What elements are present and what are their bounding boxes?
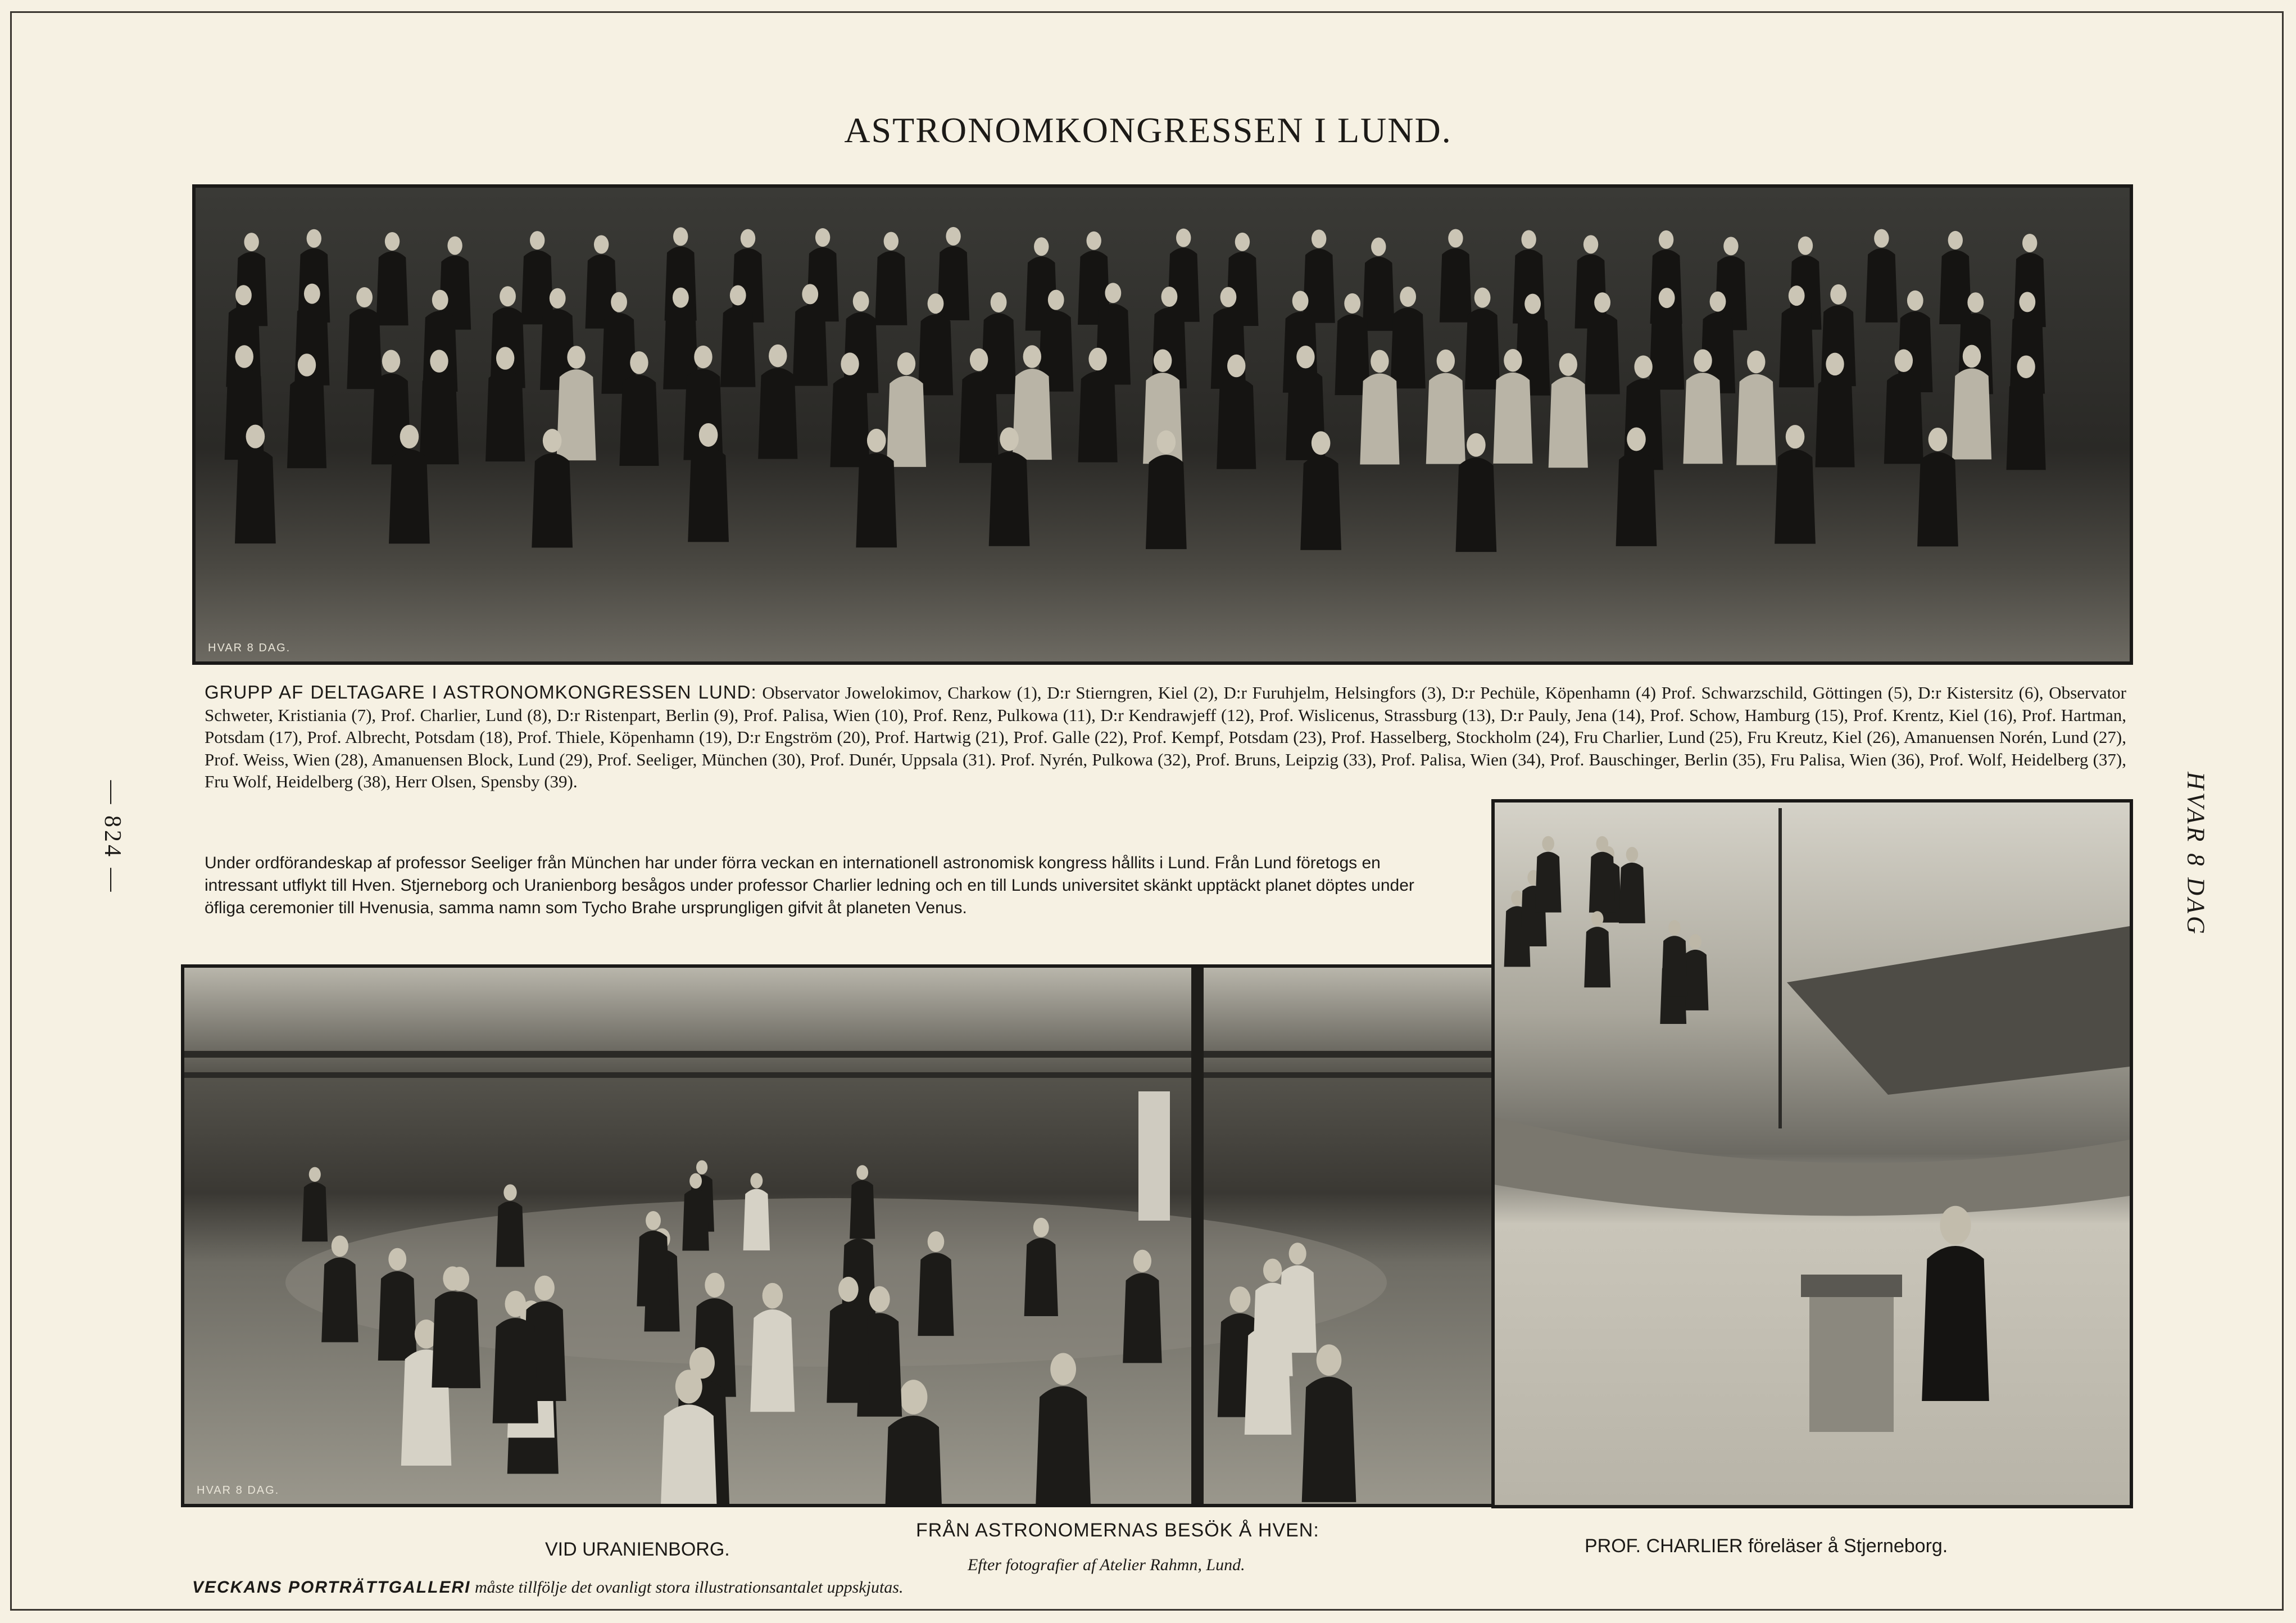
page-number: — 824 — — [99, 780, 125, 895]
intro-paragraph: Under ordförandeskap af professor Seeliger från München har under förra veckan en internationell astronomisk kongress hållits i Lund. Från Lund företogs en intressant utflykt till Hven. Stjerneborg och Uranienborg besågos under professor Charlier ledning och en till Lunds universitet skänkt upptäckt planet döptes under öfliga ceremonier till Hvenusia, samma namn som Tycho Brahe ursprungligen gifvit åt planeten Venus. — [205, 854, 1414, 917]
magazine-name: HVAR 8 DAG — [2182, 772, 2210, 937]
group-caption-lead: GRUPP AF DELTAGARE I ASTRONOMKONGRESSEN LUND: — [205, 682, 757, 702]
group-caption-text: Observator Jowelokimov, Charkow (1), D:r Stierngren, Kiel (2), D:r Furuhjelm, Helsingfors (3), D:r Pechüle, Köpenhamn (4) Prof. Schwarzschild, Göttingen (5), D:r Kistersitz (6), Observator Schweter, Kristiania (7), Prof. Charlier, Lund (8), D:r Ristenpart, Berlin (9), Prof. Palisa, Wien (10), Prof. Renz, Pulkowa (11), D:r Kendrawjeff (12), Prof. Wislicenus, Strassburg (13), D:r Pauly, Jena (14), Prof. Schow, Hamburg (15), Prof. Krentz, Kiel (16), Prof. Hartman, Potsdam (17), Prof. Albrecht, Potsdam (18), Prof. Thiele, Köpenhamn (19), D:r Engström (20), Prof. Hartwig (21), Prof. Galle (22), Prof. Kempf, Potsdam (23), Prof. Hasselberg, Stockholm (24), Fru Charlier, Lund (25), Fru Kreutz, Kiel (26), Amanuensen Norén, Lund (27), Prof. Weiss, Wien (28), Amanuensen Block, Lund (29), Prof. Seeliger, München (30), Prof. Dunér, Uppsala (31). Prof. Nyrén, Pulkowa (32), Prof. Bruns, Leipzig (33), Prof. Palisa, Wien (34), Prof. Bauschinger, Berlin (35), Fru Palisa, Wien (36), Prof. Wolf, Heidelberg (37), Fru Wolf, Heidelberg (38), Herr Olsen, Spensby (39). — [205, 683, 2127, 791]
photo-credit: HVAR 8 DAG. — [208, 642, 291, 654]
group-caption — [205, 681, 2126, 793]
caption-charlier: PROF. CHARLIER föreläser å Stjerneborg. — [1585, 1535, 1948, 1557]
charlier-photo — [1491, 799, 2133, 1508]
group-photo — [192, 184, 2133, 665]
bottom-note-bold: VECKANS PORTRÄTTGALLERI — [192, 1578, 471, 1597]
charlier-photo-image — [1495, 803, 2130, 1505]
caption-hven-heading: FRÅN ASTRONOMERNAS BESÖK Å HVEN: — [916, 1520, 1319, 1541]
bottom-note-text: måste tillfölje det ovanligt stora illustrationsantalet uppskjutas. — [474, 1578, 904, 1597]
bottom-note — [192, 1578, 903, 1597]
caption-uranienborg: VID URANIENBORG. — [545, 1539, 730, 1560]
uranienborg-photo-image — [184, 968, 1492, 1504]
uranienborg-credit: HVAR 8 DAG. — [197, 1484, 280, 1497]
caption-photo-source: Efter fotografier af Atelier Rahmn, Lund. — [968, 1556, 1245, 1574]
page-title: ASTRONOMKONGRESSEN I LUND. — [844, 110, 1452, 150]
group-photo-image — [196, 188, 2130, 661]
uranienborg-photo — [181, 964, 1496, 1507]
